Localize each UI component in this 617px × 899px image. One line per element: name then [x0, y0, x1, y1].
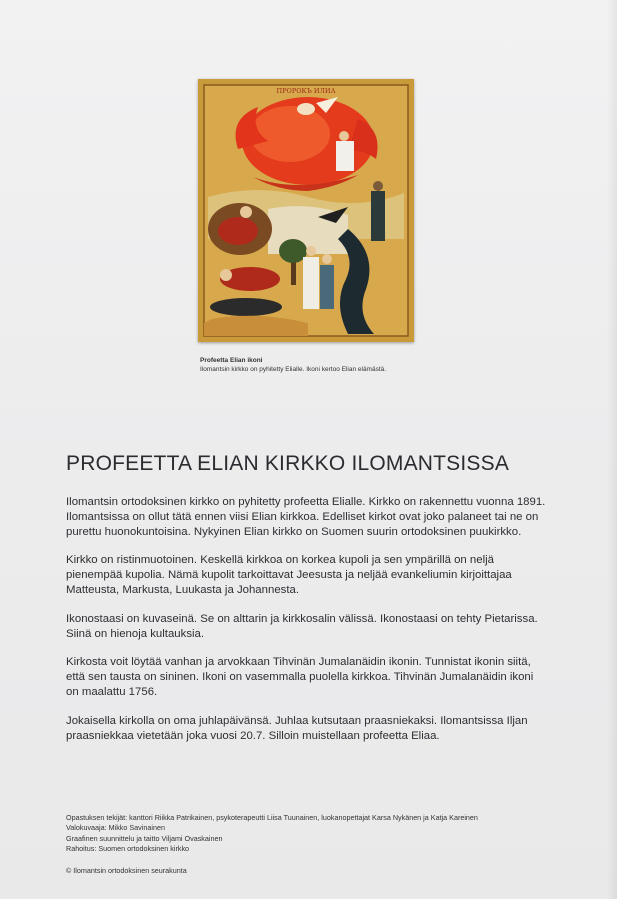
- credits: [66, 813, 586, 855]
- icon-painting: [198, 79, 414, 342]
- paragraph: Kirkosta voit löytää vanhan ja arvokkaan Tihvinän Jumalanäidin ikonin. Tunnistat ikonin siitä, että sen tausta on sininen. Ikoni on vasemmalla puolella kirkkoa. Tihvinän Jumalanäidin ikoni on maalattu 1756.: [66, 656, 534, 698]
- credit-line: Valokuvaaja: Mikko Savinainen: [66, 823, 165, 833]
- body-text: [66, 495, 546, 757]
- caption-text: Ilomantsin kirkko on pyhitetty Elialle. Ikoni kertoo Elian elämästä.: [200, 366, 387, 373]
- credit-line: Rahoitus: Suomen ortodoksinen kirkko: [66, 844, 190, 854]
- paragraph: Jokaisella kirkolla on oma juhlapäivänsä. Juhlaa kutsutaan praasniekaksi. Ilomantsissa Iljan praasniekkaa vietetään joka vuosi 20.7. Silloin muistellaan profeetta Eliaa.: [66, 714, 528, 742]
- elijah-icon-image: [198, 79, 414, 342]
- page-title: PROFEETTA ELIAN KIRKKO ILOMANTSISSA: [66, 452, 510, 475]
- paper-edge-shadow: [607, 0, 617, 899]
- credit-line: Opastuksen tekijät: kanttori Riikka Patrikainen, psykoterapeutti Liisa Tuunainen, luokanopettajat Karsa Nykänen ja Katja Kareinen: [66, 813, 478, 822]
- image-caption: [200, 356, 386, 374]
- paragraph: Ilomantsin ortodoksinen kirkko on pyhitetty profeetta Elialle. Kirkko on rakennettu vuonna 1891. Ilomantsissa on ollut tätä ennen viisi Elian kirkkoa. Edelliset kirkot ovat joko palaneet tai ne on purettu huonokuntoisina. Nykyinen Elian kirkko on Suomen suurin ortodoksinen puukirkko.: [66, 496, 546, 538]
- caption-title: Profeetta Elian ikoni: [200, 357, 263, 364]
- paragraph: Kirkko on ristinmuotoinen. Keskellä kirkkoa on korkea kupoli ja sen ympärillä on neljä pienempää kupolia. Nämä kupolit tarkoittavat Jeesusta ja neljää evankeliumin kirjoittajaa Matteusta, Markusta, Luukasta ja Johannesta.: [66, 554, 512, 596]
- copyright: © Ilomantsin ortodoksinen seurakunta: [66, 866, 187, 875]
- credit-line: Graafinen suunnittelu ja taitto Viljami Ovaskainen: [66, 833, 223, 843]
- icon-inscription: ПРОРОКЪ ИЛИА: [276, 87, 336, 95]
- paragraph: Ikonostaasi on kuvaseinä. Se on alttarin ja kirkkosalin välissä. Ikonostaasi on tehty Pietarissa. Siinä on hienoja kultauksia.: [66, 612, 538, 640]
